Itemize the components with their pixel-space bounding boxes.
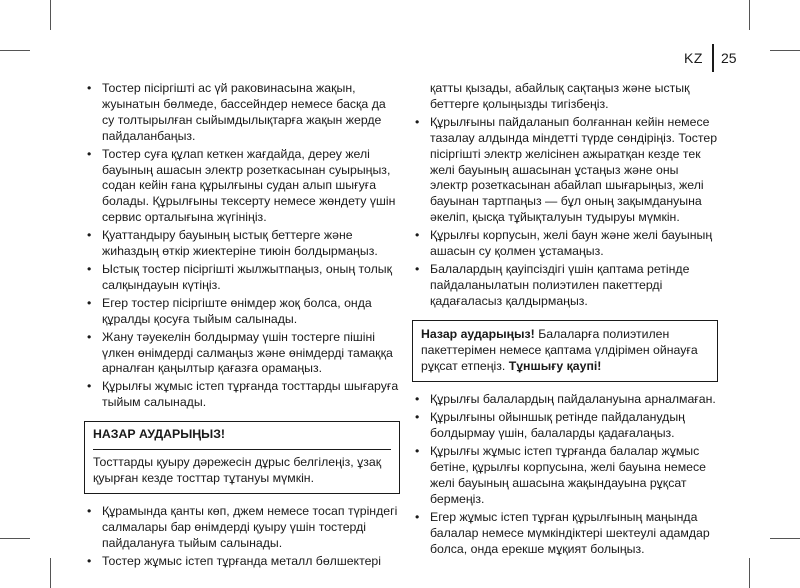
list-item: • Балалардың қауіпсіздігі үшін қаптама ретінде пайдаланылатын полиэтилен пакеттерді қадағаласыз қалдырмаңыз. bbox=[412, 262, 718, 310]
list-item: • Ыстық тостер пісіргішті жылжытпаңыз, оның толық салқындауын күтіңіз. bbox=[84, 262, 400, 294]
crop-mark-tr-horizontal bbox=[770, 50, 800, 51]
crop-mark-bl-horizontal bbox=[0, 538, 30, 539]
list-item: • Тостер пісіргішті ас үй раковинасына жақын, жуынатын бөлмеде, бассейндер немесе басқа да су толтырылған сыйымдылықтарға жақын жерде пайдаланбаңыз. bbox=[84, 81, 400, 145]
list-item: • Құрамында қанты көп, джем немесе тосап түріндегі салмалары бар өнімдерді қуыру үшін тостерді пайдалануға тыйым салынады. bbox=[84, 504, 400, 552]
list-item: • Құрылғы жұмыс істеп тұрғанда тосттарды шығаруға тыйым салынады. bbox=[84, 379, 400, 411]
crop-mark-br-vertical bbox=[749, 558, 750, 588]
crop-mark-bl-vertical bbox=[50, 558, 51, 588]
list-item: • Құрылғы корпусын, желі баун және желі бауының ашасын су қолмен ұстамаңыз. bbox=[412, 228, 718, 260]
list-item: • Тостер жұмыс істеп тұрғанда металл бөлшектері bbox=[84, 554, 400, 570]
right-list-bottom bbox=[412, 392, 718, 557]
list-item: • Құрылғыны пайдаланып болғаннан кейін немесе тазалау алдында міндетті түрде сөндіріңіз. Тостер пісіргішті электр желісінен ажыратқан кезде тек желі бауының ашасынан ұстаңыз және оны электр розеткасынан абайлап шығарыңыз, желі бауынан тартпаңыз — бұл оның зақымдануына әкеліп, қысқа тұйықталуын тудыруы мүмкін. bbox=[412, 115, 718, 226]
list-item: • Егер тостер пісіргіште өнімдер жоқ болса, онда құралды қосуға тыйым салынады. bbox=[84, 296, 400, 328]
left-column bbox=[84, 81, 400, 571]
language-code: KZ bbox=[684, 50, 703, 66]
warning-box bbox=[84, 421, 400, 494]
child-safety-warning-box bbox=[412, 320, 718, 383]
right-list-top bbox=[412, 115, 718, 310]
list-item: • Құрылғыны ойыншық ретінде пайдаланудың болдырмау үшін, балаларды қадағалаңыз. bbox=[412, 410, 718, 442]
left-list-top bbox=[84, 81, 400, 411]
crop-mark-tr-vertical bbox=[749, 0, 750, 30]
left-list-bottom bbox=[84, 504, 400, 570]
crop-mark-br-horizontal bbox=[770, 538, 800, 539]
header-divider bbox=[712, 44, 714, 72]
list-item: • Егер жұмыс істеп тұрған құрылғының маңында балалар немесе мүмкіндіктері шектеулі адамдар болса, онда ерекше мұқият болыңыз. bbox=[412, 510, 718, 558]
list-item: • Құрылғы жұмыс істеп тұрғанда балалар жұмыс бетіне, құрылғы корпусына, желі бауына немесе желі бауының ашасына жақындауына рұқсат бермеңіз. bbox=[412, 444, 718, 508]
warning-text: Балаларға полиэтилен пакеттерімен немесе қаптама үлдірімен ойнауға рұқсат етпеңіз. bbox=[421, 326, 698, 373]
crop-mark-tl-vertical bbox=[50, 0, 51, 30]
warning-title: НАЗАР АУДАРЫҢЫЗ! bbox=[93, 427, 225, 442]
warning-lead: Назар аударыңыз! bbox=[421, 326, 535, 341]
crop-mark-tl-horizontal bbox=[0, 50, 30, 51]
list-item: • Құрылғы балалардың пайдалануына арналмаған. bbox=[412, 392, 718, 408]
page-number: 25 bbox=[721, 50, 737, 66]
warning-body: Тосттарды қуыру дәрежесін дұрыс белгілеңіз, ұзақ қуырған кезде тосттар тұтануы мүмкін. bbox=[93, 449, 391, 487]
continued-text: қатты қызады, абайлық сақтаңыз және ыстық беттерге қолыңызды тигізбеңіз. bbox=[430, 81, 690, 111]
list-item: • Тостер суға құлап кеткен жағдайда, дереу желі бауының ашасын электр розеткасынан суырыңыз, содан кейін ғана құрылғыны судан алып шығуға болады. Құрылғыны тексерту немесе жөндету үшін сервис орталығына жүгініңіз. bbox=[84, 147, 400, 227]
list-item: • Қуаттандыру бауының ыстық беттерге және жиһаздың өткір жиектеріне тиюін болдырмаңыз. bbox=[84, 228, 400, 260]
right-column bbox=[412, 81, 718, 559]
list-item: • Жану тәуекелін болдырмау үшін тостерге пішіні үлкен өнімдерді салмаңыз және өнімдерді тамаққа арналған қаңылтыр қағазға орамаңыз. bbox=[84, 330, 400, 378]
warning-suffocation: Тұншығу қаупі! bbox=[508, 358, 602, 373]
